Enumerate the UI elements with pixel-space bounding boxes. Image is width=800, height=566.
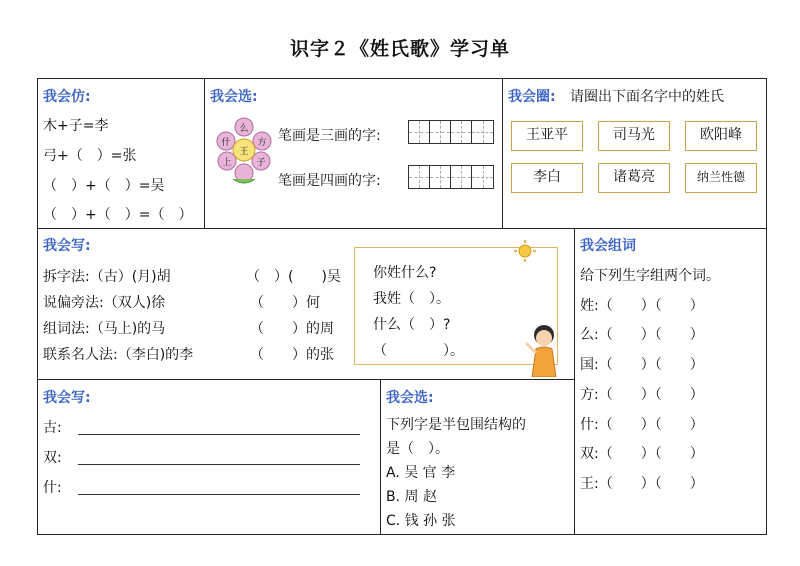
flower-char: 上 (222, 158, 232, 168)
strokes-four-grid[interactable] (408, 165, 494, 189)
name-box[interactable]: 司马光 (598, 121, 670, 151)
write-char-label: 双: (43, 450, 62, 466)
word-char: 什 (580, 417, 594, 433)
method-left: 说偏旁法:（双人)徐 (43, 295, 166, 311)
dialog-line: 我姓（ ）。 (373, 291, 450, 307)
choose-structure-section (380, 379, 575, 535)
strokes-three-label: 笔画是三画的字: (278, 128, 381, 144)
method-right: （ ）( )吴 (246, 269, 341, 285)
write-methods-heading: 我会写: (43, 238, 91, 254)
circle-instruction: 请圈出下面名字中的姓氏 (570, 89, 724, 105)
write-methods-section (37, 228, 575, 380)
word-row[interactable] (580, 414, 704, 434)
words-instruction: 给下列生字组两个词。 (580, 268, 720, 284)
words-heading: 我会组词 (580, 238, 636, 254)
flower-char: 子 (256, 158, 266, 168)
word-char: 方 (580, 387, 594, 403)
word-blank: :（ ）（ ） (594, 446, 704, 462)
name-box[interactable]: 诸葛亮 (598, 163, 670, 193)
flower-char: 什 (221, 138, 231, 148)
word-blank: :（ ）（ ） (594, 476, 704, 492)
write-lines-heading: 我会写: (43, 390, 91, 406)
imitate-line: （ ）+（ ）=（ ） (43, 207, 193, 223)
structure-option[interactable]: A. 吴 官 李 (386, 465, 456, 481)
word-row[interactable] (580, 295, 704, 315)
word-blank: :（ ）（ ） (594, 387, 704, 403)
choose-structure-heading: 我会选: (386, 390, 434, 406)
child-illustration (524, 321, 568, 377)
write-char-label: 古: (43, 420, 62, 436)
dialog-line: 你姓什么? (373, 265, 437, 281)
strokes-four-label: 笔画是四画的字: (278, 173, 381, 189)
word-char: 么 (580, 327, 594, 343)
word-char: 王 (580, 476, 594, 492)
choose-strokes-heading: 我会选: (210, 89, 258, 105)
name-box[interactable]: 李白 (511, 163, 583, 193)
method-left: 拆字法:（古）(月)胡 (43, 269, 171, 285)
dialog-line: （ ）。 (373, 343, 464, 359)
imitate-line: 木+子=李 (43, 118, 109, 134)
dialog-line: 什么（ ）? (373, 317, 451, 333)
word-row[interactable] (580, 384, 704, 404)
write-line[interactable] (78, 434, 360, 435)
sun-icon (514, 240, 536, 262)
name-box[interactable]: 纳兰性德 (685, 163, 757, 193)
write-line[interactable] (78, 494, 360, 495)
word-row[interactable] (580, 473, 704, 493)
imitate-line: （ ）+（ ）=吴 (43, 178, 165, 194)
word-row[interactable] (580, 443, 704, 463)
structure-question: 下列字是半包围结构的 (386, 417, 526, 433)
choose-strokes-section (204, 78, 503, 229)
method-left: 联系名人法:（李白)的李 (43, 347, 194, 363)
method-right: （ ）的周 (250, 321, 334, 337)
structure-question: 是（ ）。 (386, 441, 449, 457)
structure-option[interactable]: C. 钱 孙 张 (386, 513, 456, 529)
structure-option[interactable]: B. 周 赵 (386, 489, 437, 505)
flower-char: 方 (257, 138, 267, 148)
page-title: 识字２《姓氏歌》学习单 (289, 38, 510, 60)
flower-illustration (213, 117, 275, 187)
word-row[interactable] (580, 324, 704, 344)
write-line[interactable] (78, 464, 360, 465)
method-right: （ ）何 (250, 295, 320, 311)
word-row[interactable] (580, 354, 704, 374)
word-blank: :（ ）（ ） (594, 327, 704, 343)
word-blank: :（ ）（ ） (594, 298, 704, 314)
word-blank: :（ ）（ ） (594, 417, 704, 433)
word-blank: :（ ）（ ） (594, 357, 704, 373)
method-left: 组词法:（马上)的马 (43, 321, 166, 337)
flower-char: 么 (239, 124, 249, 134)
write-lines-section (37, 379, 381, 535)
word-char: 双 (580, 446, 594, 462)
circle-section (502, 78, 767, 229)
word-char: 国 (580, 357, 594, 373)
method-right: （ ）的张 (250, 347, 334, 363)
imitate-heading: 我会仿: (43, 89, 91, 105)
write-char-label: 什: (43, 480, 62, 496)
name-box[interactable]: 王亚平 (511, 121, 583, 151)
strokes-three-grid[interactable] (408, 120, 494, 144)
imitate-line: 弓+（ ）=张 (43, 148, 137, 164)
imitate-section (37, 78, 205, 229)
circle-heading: 我会圈: (508, 89, 556, 105)
flower-char: 王 (239, 147, 249, 157)
name-box[interactable]: 欧阳峰 (685, 121, 757, 151)
word-char: 姓 (580, 298, 594, 314)
words-section (574, 228, 767, 535)
